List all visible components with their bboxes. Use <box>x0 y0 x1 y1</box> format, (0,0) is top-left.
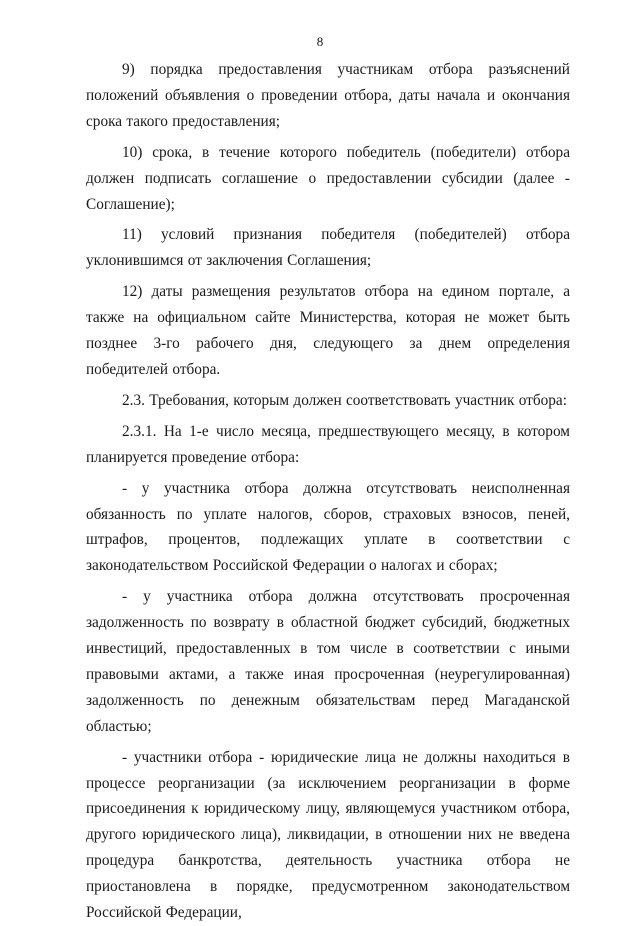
paragraph-section-2-3-1: 2.3.1. На 1-е число месяца, предшествующего месяцу, в котором планируется проведение отбора: <box>86 422 570 466</box>
paragraph-item-10: 10) срока, в течение которого победитель (победители) отбора должен подписать соглашение о предоставлении субсидии (далее - Соглашение); <box>86 143 570 213</box>
document-body <box>86 57 570 926</box>
paragraph-section-2-3: 2.3. Требования, которым должен соответствовать участник отбора: <box>122 391 567 409</box>
paragraph-item-9: 9) порядка предоставления участникам отбора разъяснений положений объявления о проведении отбора, даты начала и окончания срока такого предоставления; <box>86 61 570 130</box>
page-number: 8 <box>316 34 324 49</box>
paragraph-item-12: 12) даты размещения результатов отбора на едином портале, а также на официальном сайте Министерства, которая не может быть позднее 3-го рабочего дня, следующего за днем определения победителей отбора. <box>86 283 570 378</box>
paragraph-requirement-debt: - у участника отбора должна отсутствовать просроченная задолженность по возврату в областной бюджет субсидий, бюджетных инвестиций, предоставленных в том числе в соответствии с иными правовыми актами, а также иная просроченная (неурегулированная) задолженность по денежным обязательствам перед Магаданской областью; <box>86 588 570 735</box>
paragraph-item-11: 11) условий признания победителя (победителей) отбора уклонившимся от заключения Соглашения; <box>86 226 570 270</box>
paragraph-requirement-reorganization: - участники отбора - юридические лица не должны находиться в процессе реорганизации (за исключением реорганизации в форме присоединения к юридическому лицу, являющемуся участником отбора, другого юридического лица), ликвидации, в отношении них не введена процедура банкротства, деятельность участника отбора не приостановлена в порядке, предусмотренном законодательством Российской Федерации, <box>86 748 570 922</box>
paragraph-requirement-taxes: - у участника отбора должна отсутствовать неисполненная обязанность по уплате налогов, сборов, страховых взносов, пеней, штрафов, процентов, подлежащих уплате в соответствии с законодательством Российской Федерации о налогах и сборах; <box>86 479 570 575</box>
